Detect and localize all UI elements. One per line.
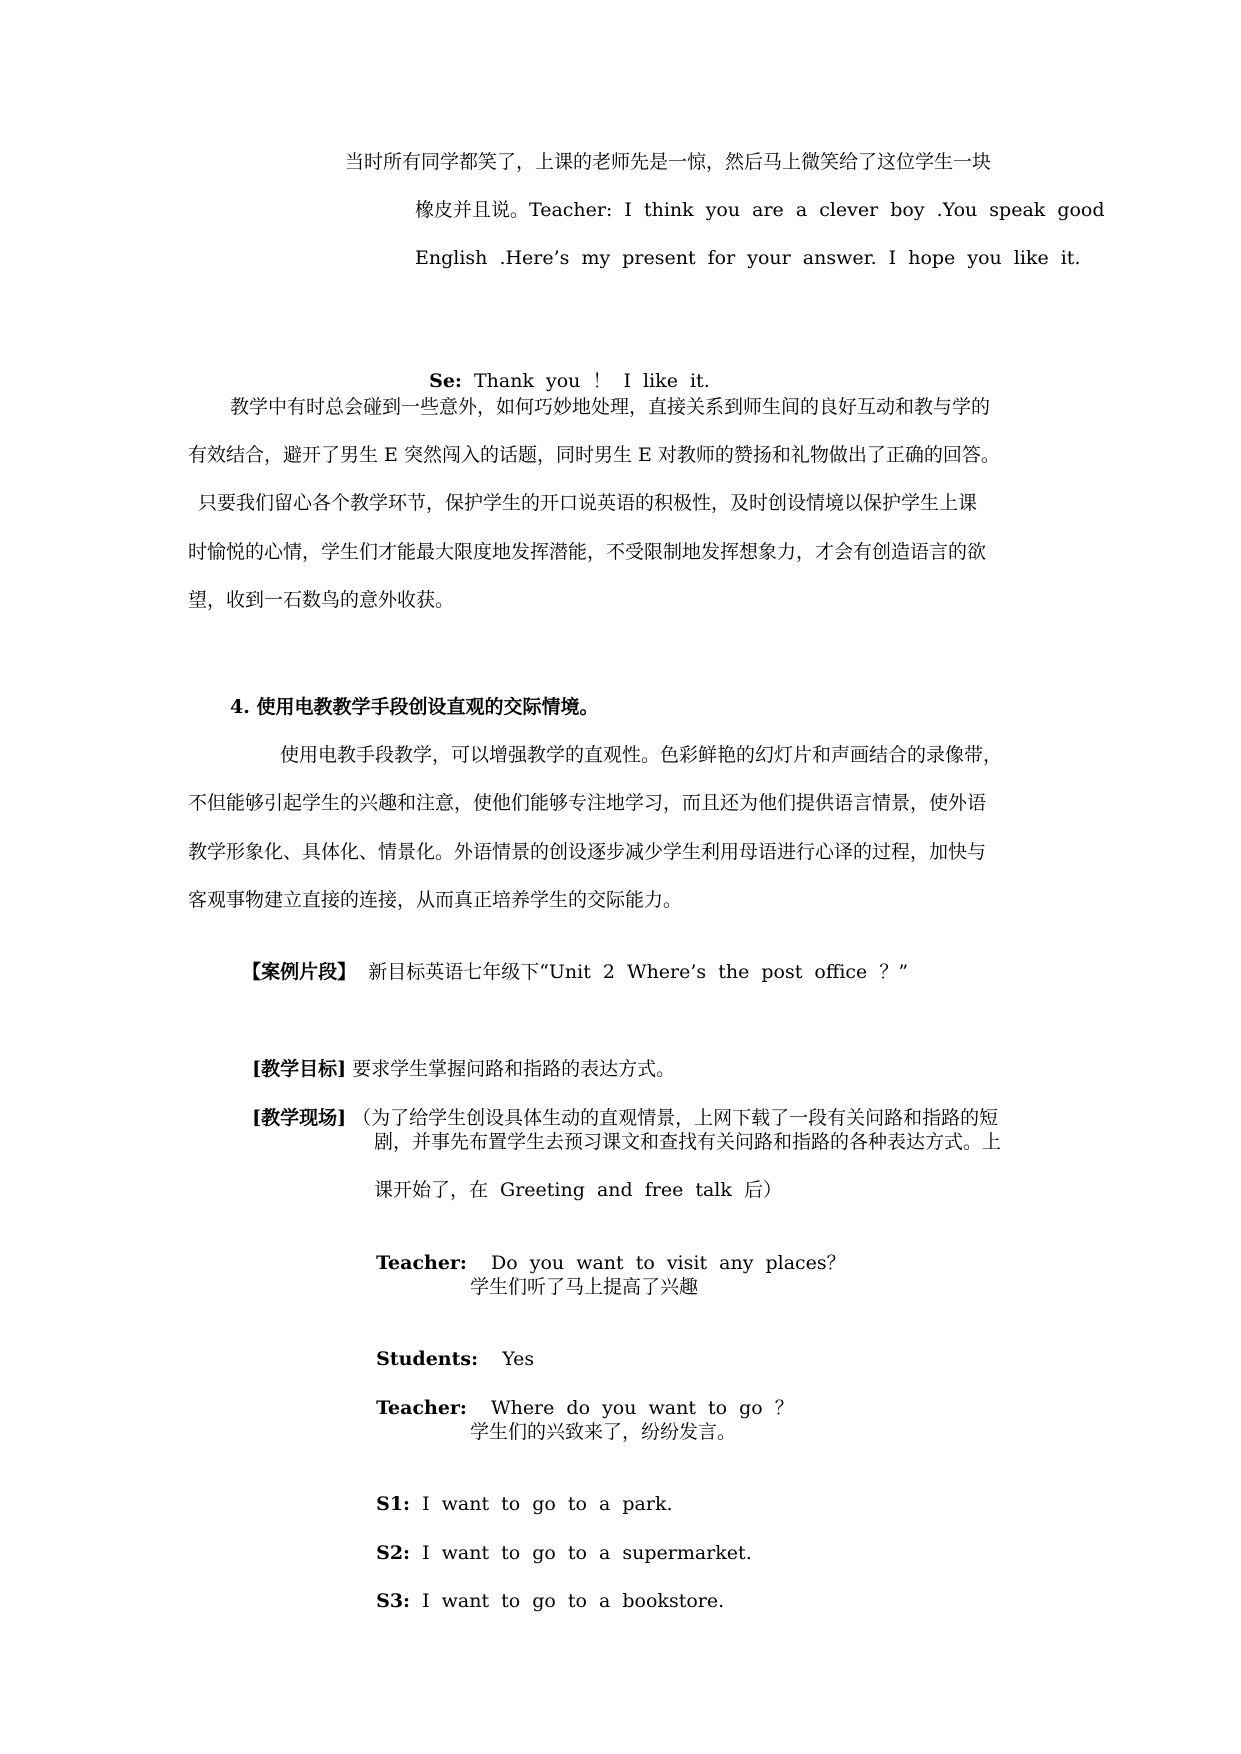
scene-line-3: 课开始了，在 Greeting and free talk 后） xyxy=(374,1179,782,1201)
reflection-line-1: 教学中有时总会碰到一些意外，如何巧妙地处理，直接关系到师生间的良好互动和教与学的 xyxy=(230,396,991,418)
s1-text: I want to go to a park. xyxy=(422,1493,673,1515)
students-answer: Yes xyxy=(502,1348,535,1370)
dialogue-s2 xyxy=(352,1517,752,1565)
teacher-line-2: Where do you want to go ？ xyxy=(491,1397,794,1419)
s2-label: S2: xyxy=(376,1542,411,1564)
dialogue-students xyxy=(352,1323,534,1371)
scene-text-1: （为了给学生创设具体生动的直观情景，上网下载了一段有关问路和指路的短 xyxy=(352,1107,999,1129)
scene-line-1 xyxy=(240,1082,998,1130)
scene-line-2: 剧，并事先布置学生去预习课文和查找有关问路和指路的各种表达方式。上 xyxy=(374,1131,1002,1153)
goal-line xyxy=(240,1033,675,1081)
story-line-1: 当时所有同学都笑了，上课的老师先是一惊，然后马上微笑给了这位学生一块 xyxy=(345,151,992,173)
section-4-line-3: 教学形象化、具体化、情景化。外语情景的创设逐步减少学生利用母语进行心译的过程，加快与 xyxy=(188,841,987,863)
se-label: Se: xyxy=(429,370,462,392)
section-4-line-2: 不但能够引起学生的兴趣和注意，使他们能够专注地学习，而且还为他们提供语言情景，使外语 xyxy=(188,792,987,814)
se-text: Thank you ！ I like it. xyxy=(473,370,710,392)
reflection-line-3: 只要我们留心各个教学环节，保护学生的开口说英语的积极性，及时创设情境以保护学生上课 xyxy=(198,492,978,514)
story-line-2: 橡皮并且说。Teacher: I think you are a clever boy .You speak good xyxy=(415,199,1105,221)
section-4-line-4: 客观事物建立直接的连接，从而真正培养学生的交际能力。 xyxy=(188,889,683,911)
reflection-line-5: 望，收到一石数鸟的意外收获。 xyxy=(188,589,455,611)
scene-label: [教学现场] xyxy=(252,1107,347,1129)
dialogue-teacher-1 xyxy=(352,1227,846,1275)
s3-label: S3: xyxy=(376,1590,411,1612)
dialogue-teacher-2 xyxy=(352,1372,794,1420)
s2-text: I want to go to a supermarket. xyxy=(422,1542,752,1564)
s3-text: I want to go to a bookstore. xyxy=(422,1590,725,1612)
s1-label: S1: xyxy=(376,1493,411,1515)
dialogue-s1 xyxy=(352,1468,673,1516)
goal-text: 要求学生掌握问路和指路的表达方式。 xyxy=(352,1058,676,1080)
case-line xyxy=(230,936,908,984)
students-label: Students: xyxy=(376,1348,479,1370)
dialogue-note-2: 学生们的兴致来了，纷纷发言。 xyxy=(470,1421,737,1443)
teacher-label: Teacher: xyxy=(376,1397,467,1419)
section-4-heading: 4. 使用电教教学手段创设直观的交际情境。 xyxy=(230,696,599,718)
reflection-line-2: 有效结合，避开了男生 E 突然闯入的话题，同时男生 E 对教师的赞扬和礼物做出了正确的回答。 xyxy=(188,444,1000,466)
case-title: 新目标英语七年级下“Unit 2 Where’s the post office ？” xyxy=(368,961,909,983)
dialogue-note-1: 学生们听了马上提高了兴趣 xyxy=(470,1276,699,1298)
case-label: 【案例片段】 xyxy=(242,961,357,983)
se-line xyxy=(405,345,710,393)
section-4-line-1: 使用电教手段教学，可以增强教学的直观性。色彩鲜艳的幻灯片和声画结合的录像带， xyxy=(280,744,1003,766)
teacher-label: Teacher: xyxy=(376,1252,467,1274)
teacher-line-1: Do you want to visit any places？ xyxy=(491,1252,846,1274)
reflection-line-4: 时愉悦的心情，学生们才能最大限度地发挥潜能，不受限制地发挥想象力，才会有创造语言的欲 xyxy=(188,541,987,563)
goal-label: [教学目标] xyxy=(252,1058,347,1080)
story-line-3: English .Here’s my present for your answer. I hope you like it. xyxy=(415,247,1081,269)
dialogue-s3 xyxy=(352,1565,724,1613)
